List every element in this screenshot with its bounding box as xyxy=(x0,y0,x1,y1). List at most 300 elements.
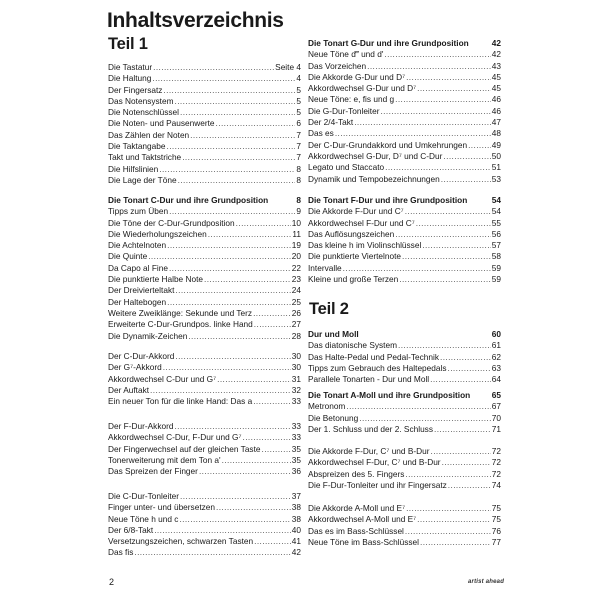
dot-leader xyxy=(431,446,491,457)
toc-entry-label: Das Auflösungszeichen xyxy=(308,228,395,239)
toc-entry-page: 62 xyxy=(491,351,501,362)
page-number: 2 xyxy=(109,577,115,587)
dot-leader xyxy=(434,424,491,435)
toc-entry-page: 65 xyxy=(491,390,501,400)
toc-entry-label: Kleine und große Terzen xyxy=(308,274,399,285)
toc-group xyxy=(308,195,501,285)
toc-entry xyxy=(108,547,301,558)
toc-entry xyxy=(108,218,301,229)
toc-entry xyxy=(308,206,501,217)
toc-entry xyxy=(308,251,501,262)
dot-leader xyxy=(174,96,295,107)
toc-chapter-heading xyxy=(308,38,501,49)
toc-entry-page: 20 xyxy=(291,251,301,262)
toc-entry-page: 75 xyxy=(491,514,501,525)
toc-entry-page: 77 xyxy=(491,536,501,547)
toc-entry-page: 59 xyxy=(491,274,501,285)
toc-entry-page: 55 xyxy=(491,217,501,228)
toc-entry xyxy=(308,94,501,105)
toc-entry-label: Das Halte-Pedal und Pedal-Technik xyxy=(308,351,439,362)
dot-leader xyxy=(346,401,490,412)
toc-entry xyxy=(108,251,301,262)
toc-chapter-heading xyxy=(308,329,501,340)
toc-entry-label: Versetzungszeichen, schwarzen Tasten xyxy=(108,536,254,547)
toc-chapter-heading xyxy=(308,195,501,206)
toc-entry xyxy=(108,319,301,330)
toc-entry-label: Die Tastatur xyxy=(108,62,153,72)
toc-entry xyxy=(308,72,501,83)
toc-group xyxy=(108,62,301,186)
toc-entry xyxy=(108,96,301,107)
toc-entry-label: Die Tonart C-Dur und ihre Grundposition xyxy=(108,195,269,205)
toc-entry xyxy=(108,444,301,455)
toc-entry-label: Das Spreizen der Finger xyxy=(108,466,198,477)
toc-entry-page: 67 xyxy=(491,401,501,412)
toc-entry-label: Die Taktangabe xyxy=(108,141,166,152)
dot-leader xyxy=(422,240,490,251)
toc-entry-page: 33 xyxy=(291,421,301,431)
dot-leader xyxy=(216,502,291,513)
toc-entry-page: 70 xyxy=(491,412,501,423)
toc-entry-label: Das kleine h im Violinschlüssel xyxy=(308,240,422,251)
dot-leader xyxy=(417,514,491,525)
toc-entry xyxy=(308,526,501,537)
toc-entry-page: 53 xyxy=(491,173,501,184)
toc-entry xyxy=(108,141,301,152)
dot-leader xyxy=(208,229,292,240)
toc-entry xyxy=(308,49,501,60)
toc-entry xyxy=(308,229,501,240)
dot-leader xyxy=(134,547,290,558)
toc-entry-label: Die Hilfslinien xyxy=(108,163,159,174)
toc-entry-label: Dynamik und Tempobezeichnungen xyxy=(308,173,440,184)
dot-leader xyxy=(174,421,290,432)
section-heading-teil-1: Teil 1 xyxy=(108,35,148,53)
toc-entry xyxy=(108,62,301,73)
toc-entry xyxy=(308,401,501,412)
toc-entry-label: Das fis xyxy=(108,547,134,558)
toc-entry-page: 50 xyxy=(491,150,501,161)
toc-entry-label: Weitere Zweiklänge: Sekunde und Terz xyxy=(108,307,253,318)
toc-entry-page: 7 xyxy=(296,141,301,152)
toc-group xyxy=(108,351,301,407)
toc-entry xyxy=(308,61,501,72)
dot-leader xyxy=(417,83,491,94)
dot-leader xyxy=(167,141,296,152)
toc-entry-label: Die Quinte xyxy=(108,251,148,262)
dot-leader xyxy=(367,61,491,72)
toc-entry-page: 49 xyxy=(491,139,501,150)
toc-entry-page: 11 xyxy=(292,228,301,239)
toc-entry xyxy=(308,363,501,374)
toc-entry xyxy=(108,206,301,217)
toc-entry-page: 46 xyxy=(491,105,501,116)
dot-leader xyxy=(405,206,491,217)
toc-entry xyxy=(308,151,501,162)
toc-entry-label: Tipps zum Üben xyxy=(108,206,169,217)
toc-entry xyxy=(108,274,301,285)
toc-entry-label: Legato und Staccato xyxy=(308,162,385,173)
toc-entry xyxy=(108,421,301,432)
toc-entry xyxy=(108,514,301,525)
toc-entry-page: 35 xyxy=(291,454,301,465)
toc-entry-page: 43 xyxy=(491,60,501,71)
toc-entry-label: Parallele Tonarten - Dur und Moll xyxy=(308,374,430,385)
toc-entry-label: Der Auftakt xyxy=(108,384,150,395)
toc-entry-label: Akkordwechsel C-Dur und G⁷ xyxy=(108,373,217,384)
toc-entry-page: 26 xyxy=(291,307,301,318)
toc-entry-label: Neue Töne im Bass-Schlüssel xyxy=(308,536,419,547)
dot-leader xyxy=(468,140,491,151)
toc-entry-page: 33 xyxy=(291,432,301,443)
toc-entry-label: Intervalle xyxy=(308,262,342,273)
dot-leader xyxy=(448,480,491,491)
toc-entry-label: Akkordwechsel G-Dur, D⁷ und C-Dur xyxy=(308,150,443,161)
toc-entry-label: Die G-Dur-Tonleiter xyxy=(308,105,380,116)
toc-entry-label: Die punktierte Viertelnote xyxy=(308,251,402,262)
dot-leader xyxy=(216,118,296,129)
toc-entry-label: Da Capo al Fine xyxy=(108,262,168,273)
dot-leader xyxy=(190,130,295,141)
dot-leader xyxy=(159,164,295,175)
toc-entry-label: Die Lage der Töne xyxy=(108,174,177,185)
dot-leader xyxy=(395,94,491,105)
toc-entry-page: 75 xyxy=(491,503,501,513)
toc-group xyxy=(308,390,501,435)
toc-entry xyxy=(108,229,301,240)
toc-entry xyxy=(108,175,301,186)
toc-entry-page: 56 xyxy=(491,228,501,239)
dot-leader xyxy=(253,396,291,407)
dot-leader xyxy=(448,363,491,374)
toc-entry-page: 27 xyxy=(291,319,301,330)
toc-entry-page: 4 xyxy=(296,73,301,84)
dot-leader xyxy=(406,72,491,83)
toc-entry-page: 31 xyxy=(291,373,301,384)
toc-entry-label: Akkordwechsel F-Dur und C⁷ xyxy=(308,217,415,228)
toc-entry-label: Die Akkorde A-Moll und E⁷ xyxy=(308,503,406,513)
toc-entry-page: 6 xyxy=(296,118,301,129)
toc-entry xyxy=(308,263,501,274)
toc-entry xyxy=(308,117,501,128)
toc-entry-label: Akkordwechsel C-Dur, F-Dur und G⁷ xyxy=(108,432,242,443)
page-title: Inhaltsverzeichnis xyxy=(107,9,284,32)
toc-entry-label: Metronom xyxy=(308,401,346,412)
dot-leader xyxy=(222,455,291,466)
toc-entry xyxy=(308,162,501,173)
toc-entry-page: 71 xyxy=(491,423,501,434)
toc-entry-page: 54 xyxy=(491,206,501,217)
toc-entry-page: 37 xyxy=(291,491,301,501)
dot-leader xyxy=(180,491,291,502)
toc-entry xyxy=(108,308,301,319)
toc-entry-page: 60 xyxy=(491,329,501,339)
toc-entry-label: Der Dreivierteltakt xyxy=(108,285,175,296)
toc-entry xyxy=(108,466,301,477)
toc-entry-page: 45 xyxy=(491,83,501,94)
toc-entry xyxy=(108,73,301,84)
dot-leader xyxy=(402,251,491,262)
toc-entry-page: 23 xyxy=(291,274,301,285)
dot-leader xyxy=(420,537,491,548)
toc-entry-label: Die Tonart A-Moll und ihre Grundposition xyxy=(308,390,471,400)
dot-leader xyxy=(148,251,291,262)
toc-entry xyxy=(108,297,301,308)
dot-leader xyxy=(262,444,291,455)
toc-entry-page: 42 xyxy=(291,547,301,558)
toc-entry-page: 41 xyxy=(291,536,301,547)
toc-entry xyxy=(108,396,301,407)
dot-leader xyxy=(167,240,291,251)
toc-entry-page: 22 xyxy=(291,262,301,273)
toc-entry-label: Ein neuer Ton für die linke Hand: Das a xyxy=(108,396,253,407)
toc-entry-label: Neue Töne: e, fis und g xyxy=(308,94,395,105)
toc-chapter-heading xyxy=(108,195,301,206)
toc-entry xyxy=(108,455,301,466)
toc-entry-label: Die punktierte Halbe Note xyxy=(108,274,204,285)
dot-leader xyxy=(398,340,491,351)
toc-entry-label: Die Achtelnoten xyxy=(108,240,167,251)
toc-entry xyxy=(108,525,301,536)
toc-entry-label: Die C-Dur-Tonleiter xyxy=(108,491,180,501)
dot-leader xyxy=(178,175,296,186)
toc-entry-label: Der Fingerwechsel auf der gleichen Taste xyxy=(108,443,261,454)
toc-entry-page: 40 xyxy=(291,524,301,535)
toc-entry-page: 5 xyxy=(296,84,301,95)
dot-leader xyxy=(405,526,491,537)
toc-entry-page: Seite 4 xyxy=(275,62,301,72)
toc-entry-label: Die Akkorde F-Dur und C⁷ xyxy=(308,206,404,217)
toc-entry-page: 76 xyxy=(491,525,501,536)
toc-entry-label: Das es xyxy=(308,128,334,139)
toc-entry-page: 7 xyxy=(296,152,301,163)
toc-entry-label: Die Notenschlüssel xyxy=(108,107,180,118)
toc-entry-label: Der G⁷-Akkord xyxy=(108,362,162,373)
toc-group xyxy=(108,195,301,342)
toc-entry-page: 72 xyxy=(491,468,501,479)
toc-entry-label: Finger unter- und übersetzen xyxy=(108,502,216,513)
toc-entry xyxy=(108,374,301,385)
dot-leader xyxy=(343,263,491,274)
toc-entry xyxy=(108,285,301,296)
toc-entry-label: Abspreizen des 5. Fingers xyxy=(308,468,405,479)
toc-entry xyxy=(108,164,301,175)
dot-leader xyxy=(175,285,290,296)
toc-entry-label: Der C-Dur-Akkord xyxy=(108,351,175,361)
toc-entry-label: Das Vorzeichen xyxy=(308,60,367,71)
toc-entry-page: 33 xyxy=(291,396,301,407)
toc-entry-label: Die Haltung xyxy=(108,73,152,84)
toc-entry-page: 47 xyxy=(491,117,501,128)
toc-group xyxy=(108,421,301,477)
dot-leader xyxy=(182,152,295,163)
toc-entry xyxy=(108,385,301,396)
toc-entry-page: 45 xyxy=(491,71,501,82)
dot-leader xyxy=(188,331,290,342)
toc-entry xyxy=(308,218,501,229)
toc-entry xyxy=(308,457,501,468)
toc-entry-label: Neue Töne h und c xyxy=(108,513,179,524)
toc-entry-page: 24 xyxy=(291,285,301,296)
toc-entry-page: 42 xyxy=(491,49,501,60)
dot-leader xyxy=(254,319,291,330)
toc-entry xyxy=(308,413,501,424)
dot-leader xyxy=(163,362,291,373)
toc-entry xyxy=(308,352,501,363)
toc-entry-label: Akkordwechsel G-Dur und D⁷ xyxy=(308,83,417,94)
toc-entry-label: Die Dynamik-Zeichen xyxy=(108,330,188,341)
dot-leader xyxy=(440,352,491,363)
toc-entry-page: 35 xyxy=(291,443,301,454)
toc-entry xyxy=(308,514,501,525)
toc-entry-label: Takt und Taktstriche xyxy=(108,152,182,163)
toc-entry-page: 74 xyxy=(491,479,501,490)
dot-leader xyxy=(153,62,274,73)
toc-entry xyxy=(308,106,501,117)
toc-entry-page: 8 xyxy=(296,195,301,205)
toc-entry xyxy=(308,140,501,151)
dot-leader xyxy=(175,351,290,362)
dot-leader xyxy=(179,514,290,525)
dot-leader xyxy=(154,525,291,536)
toc-entry-page: 57 xyxy=(491,240,501,251)
toc-entry-page: 38 xyxy=(291,502,301,513)
toc-entry-page: 28 xyxy=(291,330,301,341)
dot-leader xyxy=(384,49,490,60)
toc-entry-label: Das es im Bass-Schlüssel xyxy=(308,525,404,536)
toc-entry-page: 59 xyxy=(491,262,501,273)
toc-entry-label: Der 6/8-Takt xyxy=(108,524,154,535)
toc-group xyxy=(108,491,301,559)
dot-leader xyxy=(217,374,291,385)
toc-entry-page: 8 xyxy=(296,174,301,185)
publisher-logo: artist ahead xyxy=(468,579,505,585)
toc-entry xyxy=(308,128,501,139)
toc-entry-page: 72 xyxy=(491,457,501,468)
dot-leader xyxy=(406,503,491,514)
dot-leader xyxy=(169,263,291,274)
toc-entry xyxy=(308,480,501,491)
toc-entry-label: Akkordwechsel A-Moll und E⁷ xyxy=(308,514,417,525)
toc-entry-page: 58 xyxy=(491,251,501,262)
toc-entry-page: 8 xyxy=(296,163,301,174)
toc-entry xyxy=(108,331,301,342)
dot-leader xyxy=(416,218,491,229)
toc-entry xyxy=(308,424,501,435)
toc-entry-label: Die Akkorde G-Dur und D⁷ xyxy=(308,71,406,82)
toc-entry xyxy=(308,240,501,251)
toc-entry xyxy=(308,340,501,351)
toc-entry xyxy=(308,446,501,457)
dot-leader xyxy=(442,457,491,468)
toc-chapter-heading xyxy=(308,390,501,401)
toc-group xyxy=(308,38,501,185)
toc-entry xyxy=(108,130,301,141)
toc-entry-label: Die Wiederholungszeichen xyxy=(108,228,207,239)
dot-leader xyxy=(254,536,291,547)
toc-entry-page: 64 xyxy=(491,374,501,385)
dot-leader xyxy=(204,274,291,285)
dot-leader xyxy=(236,218,291,229)
dot-leader xyxy=(399,274,491,285)
toc-entry xyxy=(308,83,501,94)
dot-leader xyxy=(243,432,291,443)
toc-entry-label: Die Betonung xyxy=(308,412,359,423)
toc-entry-page: 36 xyxy=(291,466,301,477)
dot-leader xyxy=(163,85,295,96)
toc-entry-label: Der 1. Schluss und der 2. Schluss xyxy=(308,423,433,434)
toc-entry-label: Der Fingersatz xyxy=(108,84,163,95)
toc-entry xyxy=(108,107,301,118)
toc-entry-page: 61 xyxy=(491,340,501,351)
section-heading-teil-2: Teil 2 xyxy=(309,300,349,318)
toc-entry-page: 51 xyxy=(491,162,501,173)
toc-entry xyxy=(108,491,301,502)
toc-entry-label: Tonerweiterung mit dem Ton a' xyxy=(108,454,221,465)
toc-entry-page: 5 xyxy=(296,95,301,106)
toc-entry-label: Die F-Dur-Tonleiter und ihr Fingersatz xyxy=(308,479,447,490)
dot-leader xyxy=(354,117,491,128)
toc-entry-page: 19 xyxy=(291,240,301,251)
toc-entry xyxy=(108,362,301,373)
dot-leader xyxy=(180,107,295,118)
toc-entry xyxy=(108,118,301,129)
toc-entry-page: 54 xyxy=(491,195,501,205)
toc-entry-page: 38 xyxy=(291,513,301,524)
toc-entry xyxy=(108,502,301,513)
toc-entry-page: 30 xyxy=(291,351,301,361)
dot-leader xyxy=(395,229,491,240)
toc-entry-label: Der 2/4-Takt xyxy=(308,117,354,128)
toc-entry-label: Das diatonische System xyxy=(308,340,398,351)
dot-leader xyxy=(152,73,295,84)
dot-leader xyxy=(443,151,490,162)
dot-leader xyxy=(380,106,490,117)
toc-entry-label: Der C-Dur-Grundakkord und Umkehrungen xyxy=(308,139,468,150)
dot-leader xyxy=(359,413,490,424)
toc-entry-page: 46 xyxy=(491,94,501,105)
toc-entry xyxy=(108,85,301,96)
toc-entry-label: Der F-Dur-Akkord xyxy=(108,421,174,431)
dot-leader xyxy=(167,297,291,308)
toc-entry-page: 72 xyxy=(491,446,501,456)
dot-leader xyxy=(405,469,490,480)
toc-entry-label: Dur und Moll xyxy=(308,329,359,339)
toc-entry xyxy=(308,374,501,385)
toc-entry xyxy=(308,537,501,548)
toc-entry-label: Das Zählen der Noten xyxy=(108,129,190,140)
toc-entry-page: 9 xyxy=(296,206,301,217)
toc-entry xyxy=(108,536,301,547)
toc-entry-label: Das Notensystem xyxy=(108,95,174,106)
toc-entry-label: Die Akkorde F-Dur, C⁷ und B-Dur xyxy=(308,446,430,456)
toc-group xyxy=(308,329,501,385)
toc-entry-label: Die Noten- und Pausenwerte xyxy=(108,118,215,129)
toc-group xyxy=(308,503,501,548)
toc-entry-page: 42 xyxy=(491,38,501,48)
toc-entry-page: 63 xyxy=(491,362,501,373)
toc-entry xyxy=(108,152,301,163)
dot-leader xyxy=(335,128,491,139)
toc-entry xyxy=(308,274,501,285)
toc-entry xyxy=(308,174,501,185)
toc-entry-label: Tipps zum Gebrauch des Haltepedals xyxy=(308,362,447,373)
dot-leader xyxy=(385,162,491,173)
toc-entry-page: 48 xyxy=(491,128,501,139)
dot-leader xyxy=(441,174,491,185)
dot-leader xyxy=(253,308,291,319)
toc-group xyxy=(308,446,501,491)
